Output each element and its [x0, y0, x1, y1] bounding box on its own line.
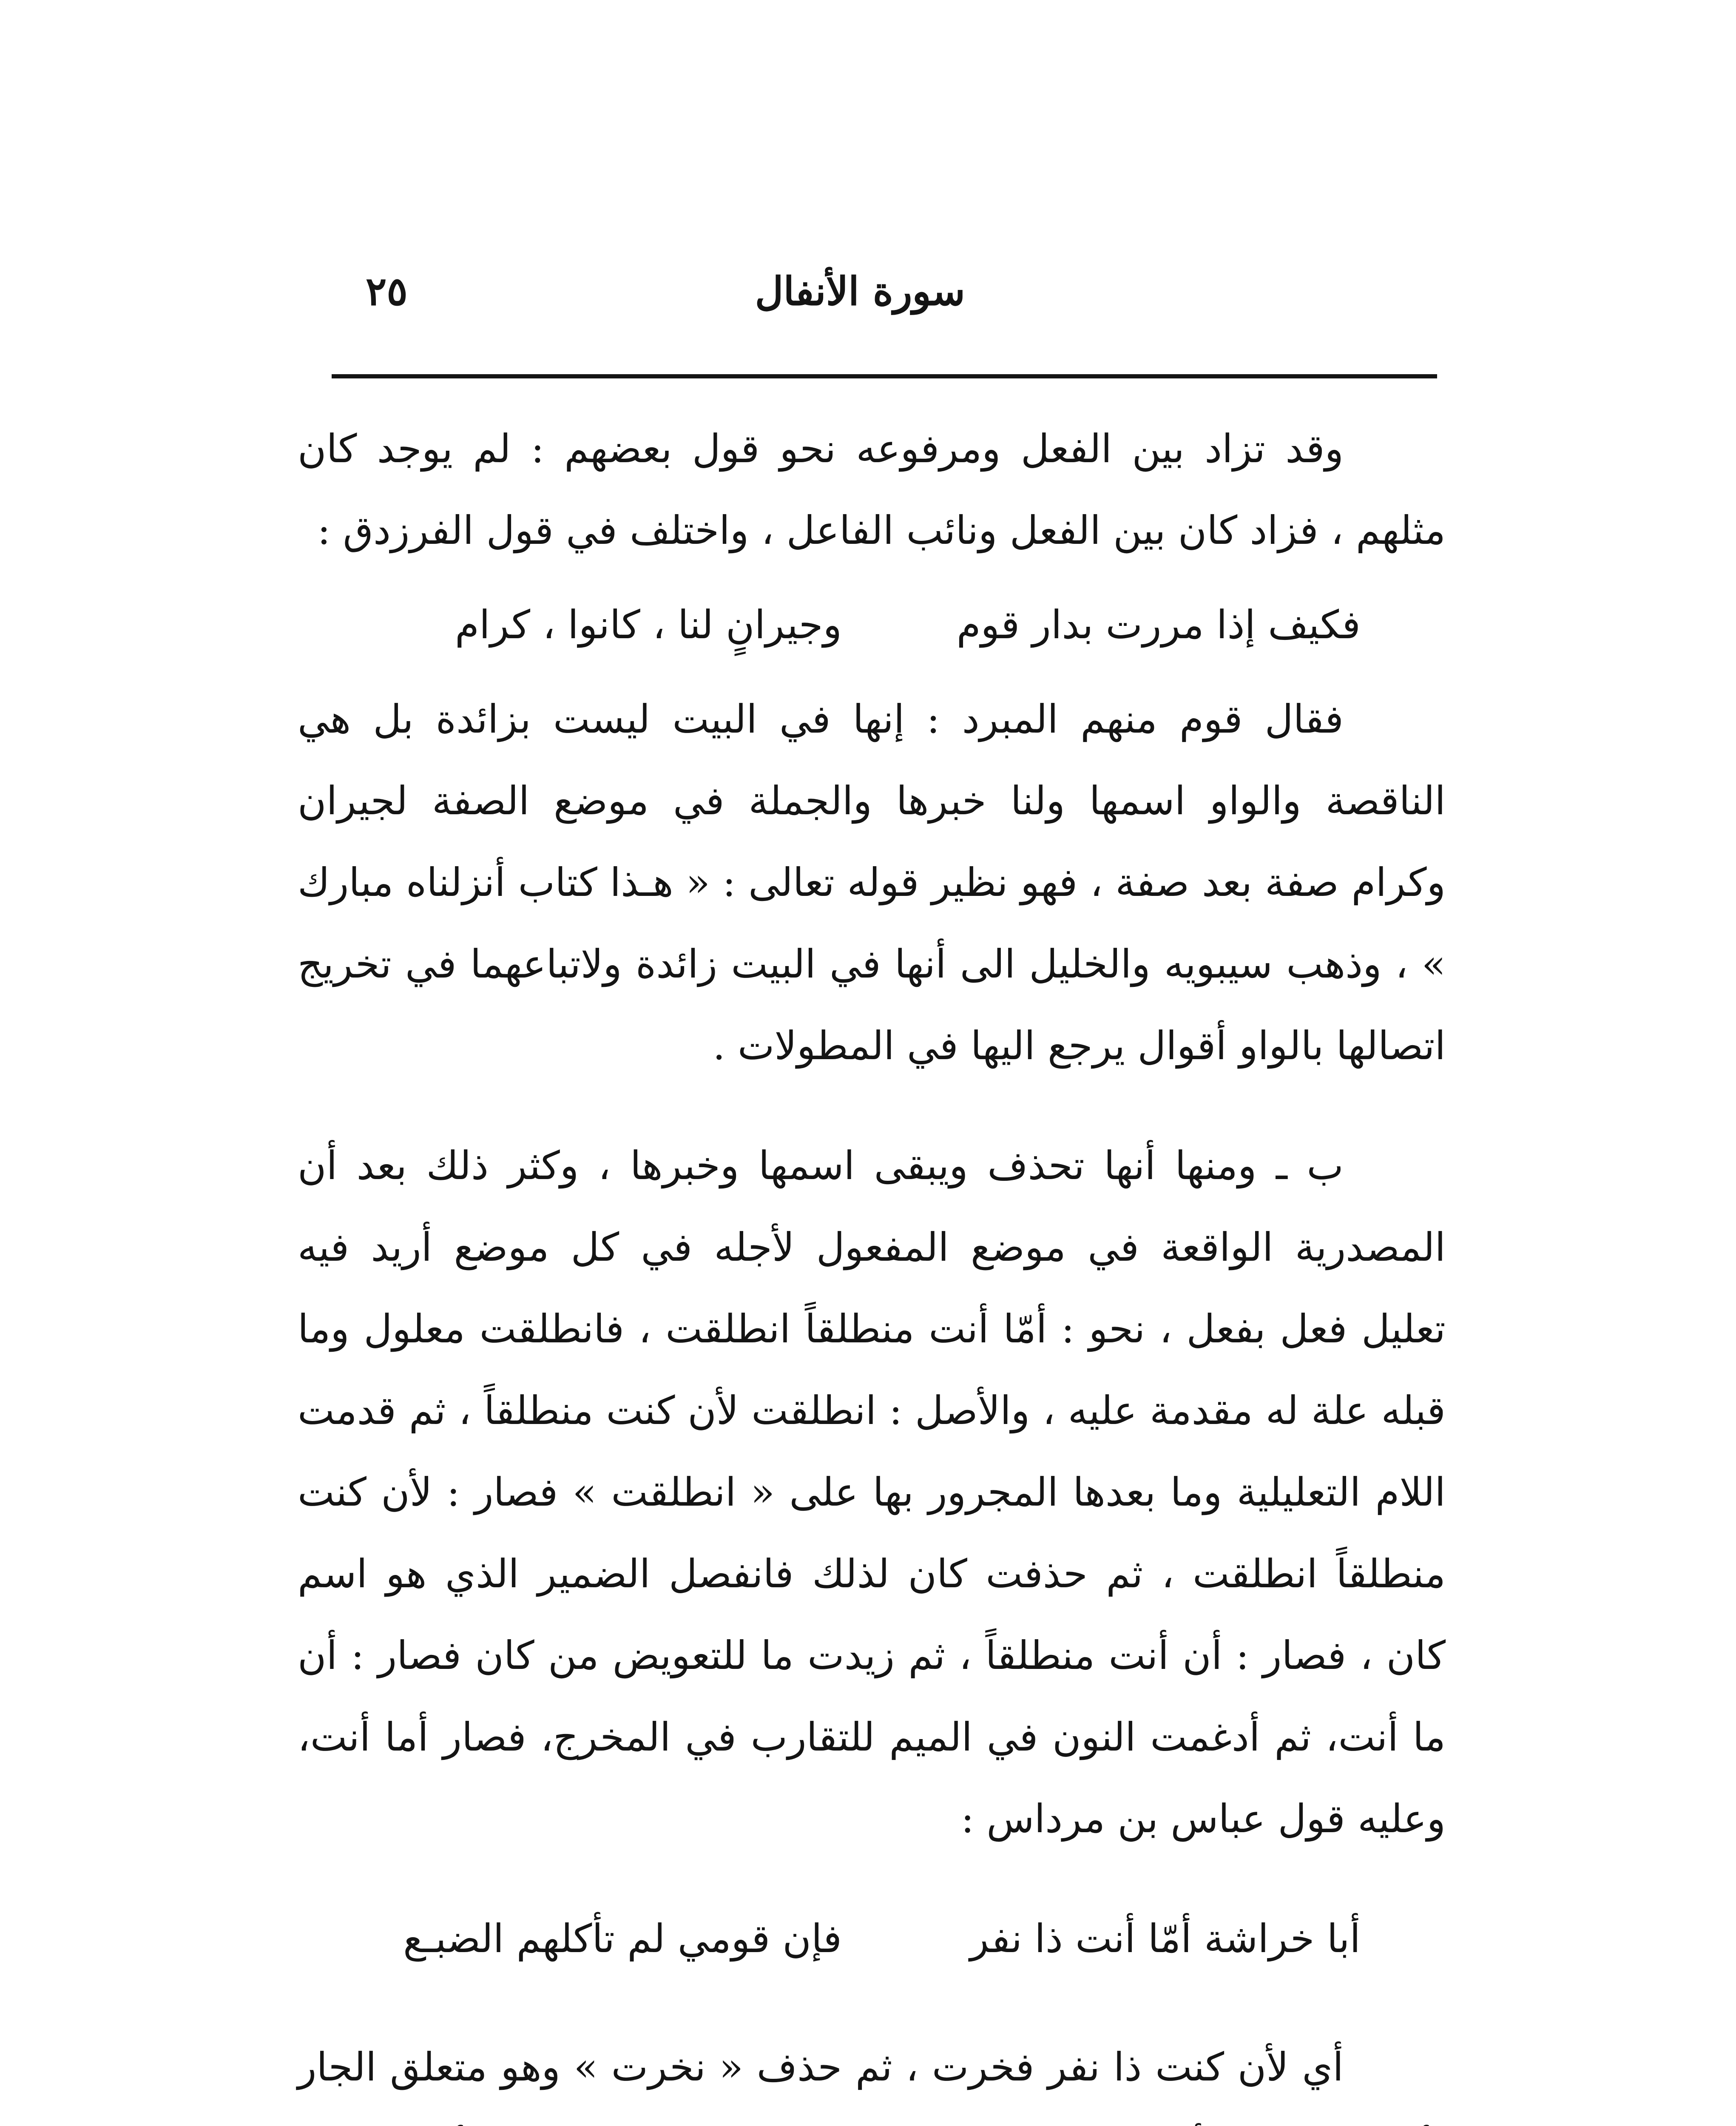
verse-1-first-hemistich: فكيف إذا مررت بدار قوم: [956, 602, 1361, 648]
page-body: [298, 408, 1446, 2126]
page-number: ٢٥: [366, 268, 408, 314]
page-header: [332, 259, 1437, 327]
verse-2-first-hemistich: أبا خراشة أمّا أنت ذا نفر: [970, 1916, 1361, 1961]
paragraph-3: ب ـ ومنها أنها تحذف ويبقى اسمها وخبرها ، وكثر ذلك بعد أن المصدرية الواقعة في موضع المفعول لأجله في كل موضع أريد فيه تعليل فعل بفعل ، نحو : أمّا أنت منطلقاً انطلقت ، فانطلقت معلول وما قبله علة له مقدمة عليه ، والأصل : انطلقت لأن كنت منطلقاً ، ثم قدمت اللام التعليلية وما بعدها المجرور بها على « انطلقت » فصار : لأن كنت منطلقاً انطلقت ، ثم حذفت كان لذلك فانفصل الضمير الذي هو اسم كان ، فصار : أن أنت منطلقاً ، ثم زيدت ما للتعويض من كان فصار : أن ما أنت، ثم أدغمت النون في الميم للتقارب في المخرج، فصار أما أنت، وعليه قول عباس بن مرداس :: [298, 1143, 1446, 1842]
header-divider: [332, 374, 1437, 378]
verse-1-second-hemistich: وجيرانٍ لنا ، كانوا ، كرام: [455, 602, 842, 648]
verse-2: [298, 1898, 1446, 1980]
chapter-title: سورة الأنفال: [755, 268, 965, 314]
paragraph-4: أي لأن كنت ذا نفر فخرت ، ثم حذف « نخرت » وهو متعلق الجار: [298, 2044, 1344, 2090]
verse-2-second-hemistich: فإن قومي لم تأكلهم الضبـع: [403, 1916, 842, 1961]
verse-1: [298, 584, 1446, 666]
paragraph-1: وقد تزاد بين الفعل ومرفوعه نحو قول بعضهم : لم يوجد كان مثلهم ، فزاد كان بين الفعل ونائب الفاعل ، واختلف في قول الفرزدق :: [298, 426, 1446, 553]
paragraph-2: فقال قوم منهم المبرد : إنها في البيت ليست بزائدة بل هي الناقصة والواو اسمها ولنا خبرها والجملة في موضع الصفة لجيران وكرام صفة بعد صفة ، فهو نظير قوله تعالى : « هـذا كتاب أنزلناه مبارك » ، وذهب سيبويه والخليل الى أنها في البيت زائدة ولاتباعهما في تخريج اتصالها بالواو أقوال يرجع اليها في المطولات .: [298, 696, 1446, 1069]
